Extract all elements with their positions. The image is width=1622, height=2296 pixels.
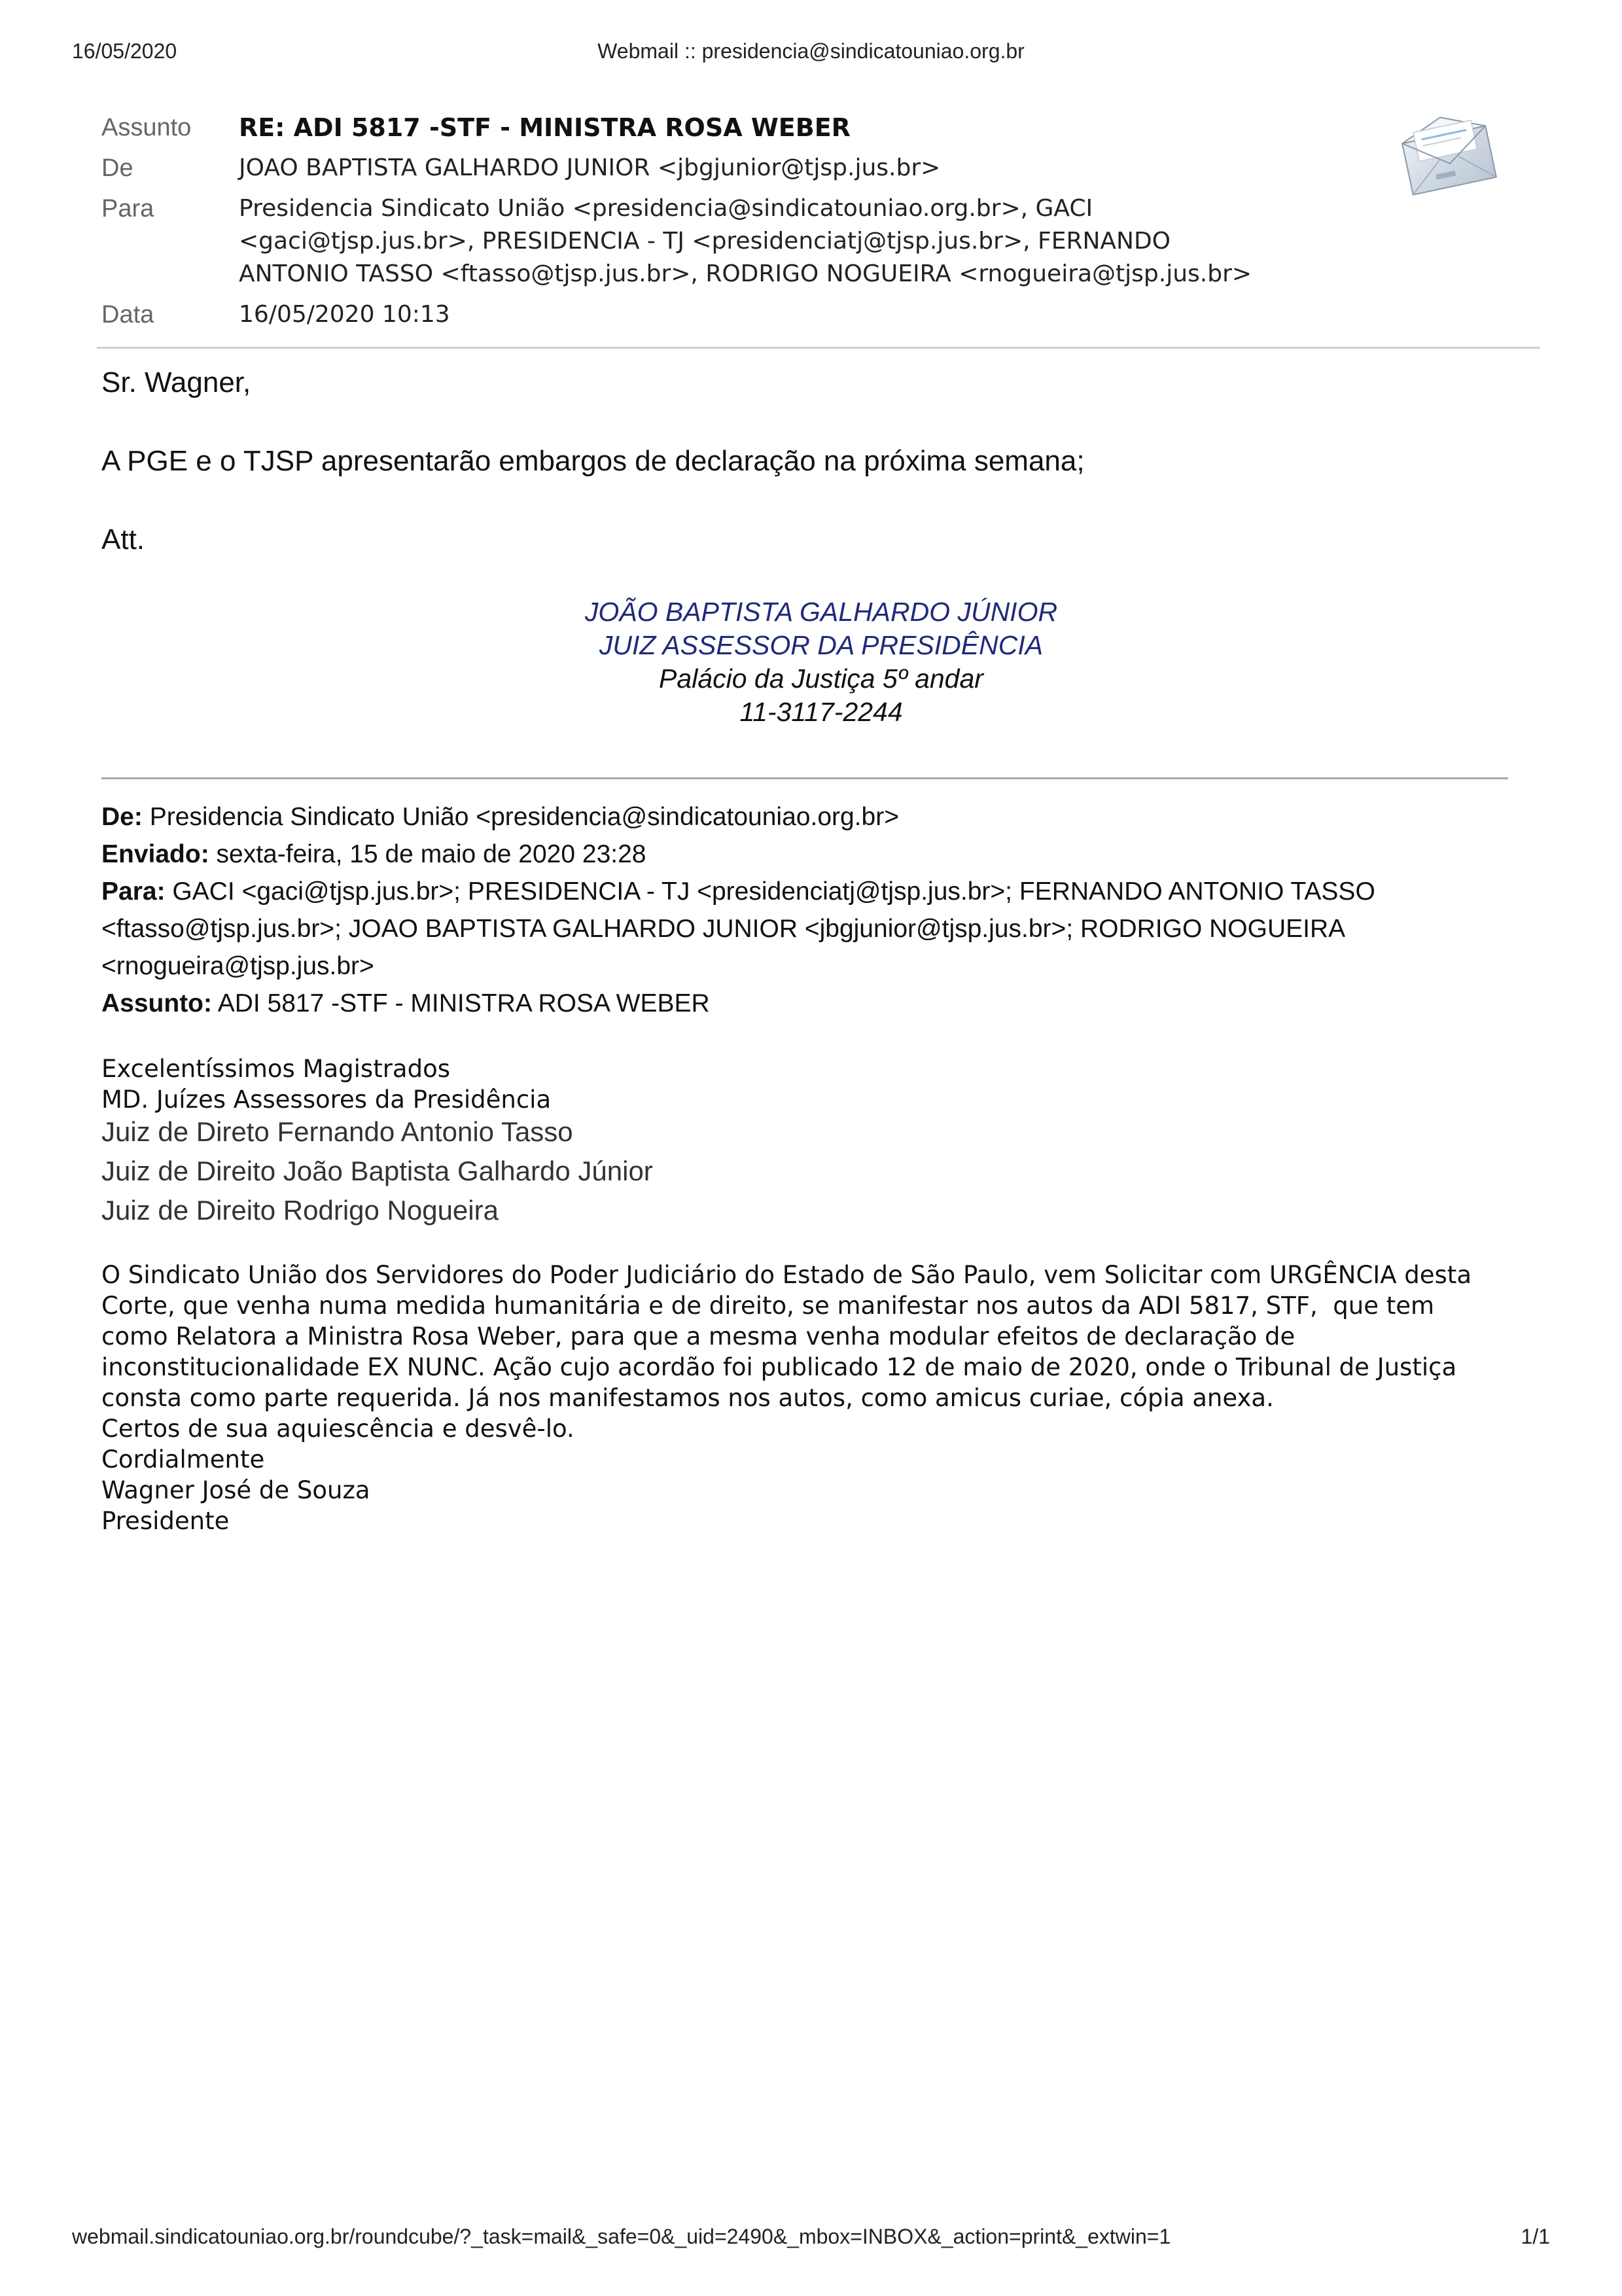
to-value [239, 192, 1449, 291]
signature-block [101, 595, 1541, 729]
reply-salutation: Sr. Wagner, [101, 366, 251, 398]
body-line: como Relatora a Ministra Rosa Weber, para que a mesma venha modular efeitos de declaração de [101, 1322, 1296, 1351]
print-date: 16/05/2020 [72, 39, 177, 63]
reply-closing: Att. [101, 523, 145, 556]
print-header [72, 39, 1550, 72]
from-value[interactable]: JOAO BAPTISTA GALHARDO JUNIOR <jbgjunior@tjsp.jus.br> [239, 154, 941, 181]
header-to-row [101, 192, 1449, 291]
header-divider [97, 347, 1540, 349]
quoted-to-line-3[interactable]: <rnogueira@tjsp.jus.br> [101, 952, 374, 980]
signature-name: JOÃO BAPTISTA GALHARDO JÚNIOR [584, 597, 1058, 627]
reply-text: A PGE e o TJSP apresentarão embargos de declaração na próxima semana; [101, 445, 1085, 477]
greeting-line-2: MD. Juízes Assessores da Presidência [101, 1086, 552, 1114]
page-number: 1/1 [1521, 2225, 1550, 2248]
judge-item: Juiz de Direito Rodrigo Nogueira [101, 1195, 499, 1226]
quoted-subject-value: ADI 5817 -STF - MINISTRA ROSA WEBER [217, 989, 710, 1017]
quoted-sent-label: Enviado: [101, 840, 209, 868]
quoted-from-label: De: [101, 803, 143, 831]
body-line: Corte, que venha numa medida humanitária e de direito, se manifestar nos autos da ADI 5817, STF, que tem [101, 1292, 1435, 1320]
header-date-row [101, 298, 1449, 331]
header-subject-row [101, 111, 1449, 144]
quoted-sent-value: sexta-feira, 15 de maio de 2020 23:28 [216, 840, 646, 868]
print-url: webmail.sindicatouniao.org.br/roundcube/?_task=mail&_safe=0&_uid=2490&_mbox=INBOX&_action=print&_extwin=1 [72, 2225, 1171, 2248]
greeting-line-1: Excelentíssimos Magistrados [101, 1055, 450, 1083]
judge-item: Juiz de Direto Fernando Antonio Tasso [101, 1116, 573, 1147]
body-line: Presidente [101, 1507, 230, 1535]
body-line: O Sindicato União dos Servidores do Poder Judiciário do Estado de São Paulo, vem Solicitar com URGÊNCIA desta [101, 1261, 1472, 1289]
from-label: De [101, 154, 133, 182]
subject-value: RE: ADI 5817 -STF - MINISTRA ROSA WEBER [239, 113, 851, 142]
quoted-body [101, 1260, 1541, 1536]
quoted-greeting [101, 1053, 1541, 1115]
header-from-row [101, 152, 1449, 185]
body-line: Certos de sua aquiescência e desvê-lo. [101, 1415, 574, 1443]
reply-body [101, 363, 1508, 599]
body-line: inconstitucionalidade EX NUNC. Ação cujo acordão foi publicado 12 de maio de 2020, onde o Tribunal de Justiça [101, 1353, 1457, 1381]
body-line: consta como parte requerida. Já nos manifestamos nos autos, como amicus curiae, cópia anexa. [101, 1384, 1274, 1412]
signature-phone: 11-3117-2244 [739, 697, 903, 727]
quoted-from-row [101, 798, 1541, 836]
envelope-icon [1394, 111, 1505, 203]
date-value: 16/05/2020 10:13 [239, 301, 450, 328]
quoted-header [101, 798, 1541, 1022]
quoted-to-label: Para: [101, 877, 166, 906]
signature-role: JUIZ ASSESSOR DA PRESIDÊNCIA [599, 630, 1044, 660]
quoted-to-line-1[interactable]: GACI <gaci@tjsp.jus.br>; PRESIDENCIA - TJ <presidenciatj@tjsp.jus.br>; FERNANDO ANTONIO TASSO [172, 877, 1375, 906]
date-label: Data [101, 301, 154, 328]
quoted-from-value[interactable]: Presidencia Sindicato União <presidencia@sindicatouniao.org.br> [149, 803, 899, 831]
body-line: Cordialmente [101, 1445, 265, 1474]
to-line-3[interactable]: ANTONIO TASSO <ftasso@tjsp.jus.br>, RODRIGO NOGUEIRA <rnogueira@tjsp.jus.br> [239, 260, 1252, 287]
body-line: Wagner José de Souza [101, 1476, 370, 1504]
quoted-subject-label: Assunto: [101, 989, 212, 1017]
quoted-subject-row [101, 985, 1541, 1022]
print-title: Webmail :: presidencia@sindicatouniao.org.br [597, 39, 1025, 63]
signature-address: Palácio da Justiça 5º andar [659, 663, 983, 694]
to-label: Para [101, 195, 154, 222]
quote-divider [101, 777, 1508, 779]
subject-label: Assunto [101, 114, 192, 141]
quoted-to-row [101, 873, 1541, 910]
judge-item: Juiz de Direito João Baptista Galhardo Júnior [101, 1156, 653, 1186]
quoted-to-line-2[interactable]: <ftasso@tjsp.jus.br>; JOAO BAPTISTA GALHARDO JUNIOR <jbgjunior@tjsp.jus.br>; RODRIGO NOGUEIRA [101, 915, 1346, 943]
quoted-sent-row [101, 836, 1541, 873]
to-line-2[interactable]: <gaci@tjsp.jus.br>, PRESIDENCIA - TJ <presidenciatj@tjsp.jus.br>, FERNANDO [239, 228, 1171, 255]
to-line-1[interactable]: Presidencia Sindicato União <presidencia@sindicatouniao.org.br>, GACI [239, 195, 1093, 222]
judges-list [101, 1112, 1541, 1230]
message-headers [101, 111, 1449, 339]
